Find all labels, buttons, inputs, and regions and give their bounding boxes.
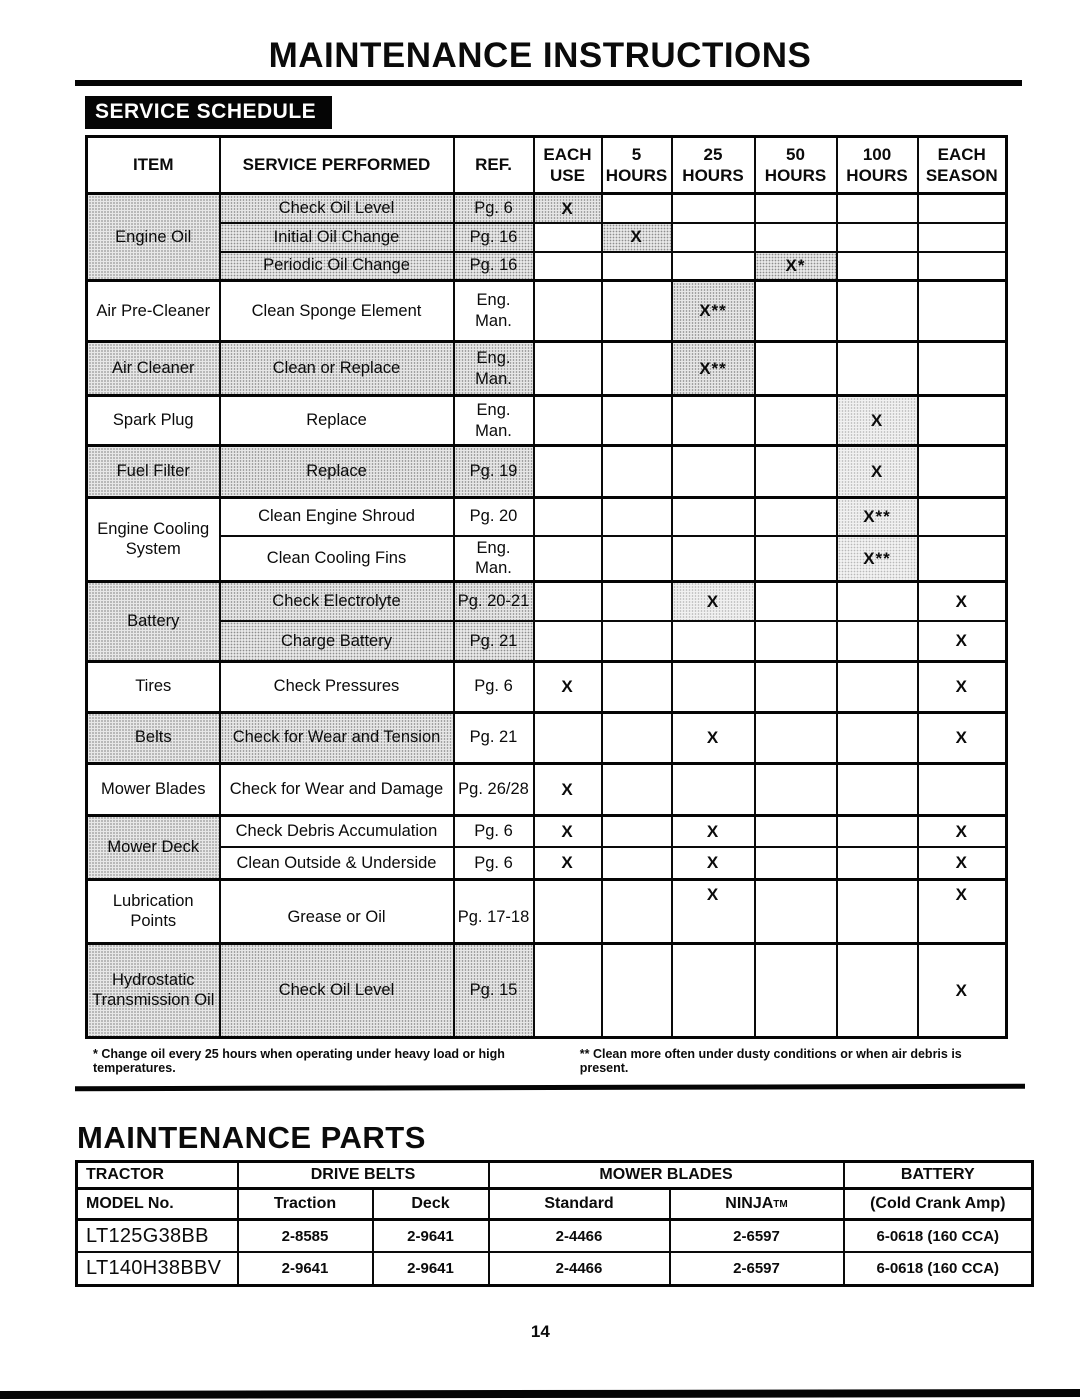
parts-row-lt125g38bb bbox=[77, 1219, 1033, 1252]
model-cell: LT140H38BBV bbox=[77, 1252, 238, 1285]
item-cell-tires: Tires bbox=[87, 661, 220, 712]
parts-body bbox=[77, 1219, 1033, 1285]
ref-cell: Eng. Man. bbox=[454, 342, 534, 396]
parts-row-lt140h38bbv bbox=[77, 1252, 1033, 1285]
part-number-cell: 2-9641 bbox=[373, 1252, 489, 1285]
title-underline bbox=[75, 80, 1022, 86]
mark-cell-each-use bbox=[534, 943, 602, 1037]
mark-cell-h50 bbox=[755, 847, 837, 879]
schedule-row-mower-deck-2 bbox=[87, 847, 1007, 879]
mark-cell-each-use bbox=[534, 879, 602, 943]
mark-cell-h25 bbox=[672, 621, 755, 661]
parts-group-header-tractor: TRACTOR bbox=[77, 1161, 238, 1188]
service-cell: Grease or Oil bbox=[220, 879, 454, 943]
service-cell: Check Debris Accumulation bbox=[220, 815, 454, 847]
mark-cell-season bbox=[918, 536, 1007, 582]
parts-col-header-model-no: MODEL No. bbox=[77, 1188, 238, 1219]
mark-cell-h5 bbox=[602, 879, 672, 943]
mark-cell-season bbox=[918, 252, 1007, 281]
schedule-row-engine-oil-3 bbox=[87, 252, 1007, 281]
schedule-row-belts bbox=[87, 712, 1007, 763]
mark-cell-h25 bbox=[672, 446, 755, 498]
mark-cell-h100: X** bbox=[837, 536, 918, 582]
mark-cell-each-use bbox=[534, 712, 602, 763]
service-cell: Clean Outside & Underside bbox=[220, 847, 454, 879]
mark-cell-h50 bbox=[755, 815, 837, 847]
mark-cell-h25 bbox=[672, 498, 755, 536]
parts-header bbox=[77, 1161, 1033, 1219]
part-number-cell: 6-0618 (160 CCA) bbox=[844, 1219, 1033, 1252]
mark-cell-h25 bbox=[672, 252, 755, 281]
service-cell: Clean Engine Shroud bbox=[220, 498, 454, 536]
mark-cell-season: X bbox=[918, 581, 1007, 621]
maintenance-parts-title: MAINTENANCE PARTS bbox=[77, 1119, 426, 1155]
mark-cell-h50 bbox=[755, 281, 837, 342]
schedule-header-item: ITEM bbox=[87, 137, 220, 194]
item-cell-engine-oil: Engine Oil bbox=[87, 194, 220, 281]
parts-group-header-row bbox=[77, 1161, 1033, 1188]
service-cell: Check for Wear and Damage bbox=[220, 763, 454, 815]
schedule-row-engine-oil-2 bbox=[87, 223, 1007, 252]
mark-cell-h25: X** bbox=[672, 281, 755, 342]
service-cell: Check Oil Level bbox=[220, 194, 454, 223]
item-cell-lubrication-points: Lubrication Points bbox=[87, 879, 220, 943]
mark-cell-each-use bbox=[534, 281, 602, 342]
mark-cell-h50 bbox=[755, 763, 837, 815]
mark-cell-h50 bbox=[755, 446, 837, 498]
mark-cell-each-use bbox=[534, 498, 602, 536]
schedule-header-service-performed: SERVICE PERFORMED bbox=[220, 137, 454, 194]
ref-cell: Pg. 17-18 bbox=[454, 879, 534, 943]
mark-cell-h5 bbox=[602, 815, 672, 847]
parts-col-header-traction: Traction bbox=[238, 1188, 373, 1219]
mark-cell-season bbox=[918, 446, 1007, 498]
parts-col-header-deck: Deck bbox=[373, 1188, 489, 1219]
parts-col-header-ninja: NINJATM bbox=[670, 1188, 844, 1219]
part-number-cell: 2-9641 bbox=[373, 1219, 489, 1252]
ref-cell: Pg. 21 bbox=[454, 712, 534, 763]
mark-cell-each-use bbox=[534, 446, 602, 498]
schedule-row-lubrication-points bbox=[87, 879, 1007, 943]
parts-col-header-cold-crank-amp: (Cold Crank Amp) bbox=[844, 1188, 1033, 1219]
ref-cell: Pg. 6 bbox=[454, 661, 534, 712]
mark-cell-h5 bbox=[602, 712, 672, 763]
service-cell: Charge Battery bbox=[220, 621, 454, 661]
mark-cell-h100 bbox=[837, 194, 918, 223]
footnote-clean-often: ** Clean more often under dusty conditions or when air debris is present. bbox=[579, 1046, 962, 1075]
service-cell: Check Oil Level bbox=[220, 943, 454, 1037]
mark-cell-h100 bbox=[837, 342, 918, 396]
mark-cell-season: X bbox=[918, 815, 1007, 847]
service-cell: Check Pressures bbox=[220, 661, 454, 712]
mark-cell-h25 bbox=[672, 943, 755, 1037]
mark-cell-h25: X** bbox=[672, 342, 755, 396]
mark-cell-season bbox=[918, 763, 1007, 815]
mark-cell-season bbox=[918, 342, 1007, 396]
mark-cell-each-use: X bbox=[534, 847, 602, 879]
schedule-row-engine-cooling-system-1 bbox=[87, 498, 1007, 536]
ref-cell: Pg. 20-21 bbox=[454, 581, 534, 621]
part-number-cell: 2-6597 bbox=[670, 1252, 844, 1285]
model-cell: LT125G38BB bbox=[77, 1219, 238, 1252]
mark-cell-h100 bbox=[837, 581, 918, 621]
mark-cell-h50 bbox=[755, 879, 837, 943]
item-cell-mower-blades: Mower Blades bbox=[87, 763, 220, 815]
schedule-row-hydrostatic-transmission-oil bbox=[87, 943, 1007, 1037]
footnote-oil-change: * Change oil every 25 hours when operating under heavy load or high temperatures. bbox=[93, 1046, 505, 1075]
mark-cell-h25: X bbox=[672, 815, 755, 847]
mark-cell-h50 bbox=[755, 621, 837, 661]
mark-cell-h5 bbox=[602, 396, 672, 446]
mark-cell-season bbox=[918, 194, 1007, 223]
mark-cell-h5 bbox=[602, 536, 672, 582]
mark-cell-h5 bbox=[602, 621, 672, 661]
mark-cell-h50: X* bbox=[755, 252, 837, 281]
mark-cell-h5 bbox=[602, 446, 672, 498]
service-cell: Periodic Oil Change bbox=[220, 252, 454, 281]
mark-cell-h5 bbox=[602, 498, 672, 536]
schedule-row-tires bbox=[87, 661, 1007, 712]
schedule-row-fuel-filter bbox=[87, 446, 1007, 498]
mark-cell-season: X bbox=[918, 661, 1007, 712]
ref-cell: Pg. 6 bbox=[454, 847, 534, 879]
mark-cell-h25 bbox=[672, 194, 755, 223]
schedule-row-battery-2 bbox=[87, 621, 1007, 661]
schedule-row-mower-blades bbox=[87, 763, 1007, 815]
mark-cell-h50 bbox=[755, 342, 837, 396]
mark-cell-h50 bbox=[755, 536, 837, 582]
mark-cell-each-use bbox=[534, 536, 602, 582]
mark-cell-h5 bbox=[602, 342, 672, 396]
mark-cell-h5 bbox=[602, 281, 672, 342]
mark-cell-each-use bbox=[534, 621, 602, 661]
mark-cell-h100 bbox=[837, 281, 918, 342]
part-number-cell: 6-0618 (160 CCA) bbox=[844, 1252, 1033, 1285]
schedule-header-5-hours: 5 HOURS bbox=[602, 137, 672, 194]
parts-col-header-standard: Standard bbox=[489, 1188, 670, 1219]
part-number-cell: 2-9641 bbox=[238, 1252, 373, 1285]
item-cell-air-cleaner: Air Cleaner bbox=[87, 342, 220, 396]
parts-col-header-row bbox=[77, 1188, 1033, 1219]
mark-cell-h25 bbox=[672, 536, 755, 582]
mark-cell-each-use: X bbox=[534, 763, 602, 815]
item-cell-belts: Belts bbox=[87, 712, 220, 763]
service-cell: Initial Oil Change bbox=[220, 223, 454, 252]
part-number-cell: 2-4466 bbox=[489, 1252, 670, 1285]
schedule-row-air-cleaner bbox=[87, 342, 1007, 396]
mark-cell-each-use bbox=[534, 252, 602, 281]
service-cell: Replace bbox=[220, 446, 454, 498]
schedule-header-row bbox=[87, 137, 1007, 194]
mark-cell-h5: X bbox=[602, 223, 672, 252]
mark-cell-h25: X bbox=[672, 581, 755, 621]
schedule-body bbox=[87, 194, 1007, 1038]
service-cell: Check for Wear and Tension bbox=[220, 712, 454, 763]
schedule-header-row bbox=[87, 137, 1007, 194]
item-cell-spark-plug: Spark Plug bbox=[87, 396, 220, 446]
mark-cell-each-use: X bbox=[534, 661, 602, 712]
schedule-row-mower-deck-1 bbox=[87, 815, 1007, 847]
mark-cell-each-use bbox=[534, 581, 602, 621]
mark-cell-h25 bbox=[672, 661, 755, 712]
item-cell-mower-deck: Mower Deck bbox=[87, 815, 220, 879]
mark-cell-season bbox=[918, 223, 1007, 252]
mark-cell-h5 bbox=[602, 847, 672, 879]
mark-cell-season bbox=[918, 281, 1007, 342]
page-title: MAINTENANCE INSTRUCTIONS bbox=[268, 36, 812, 75]
schedule-header-each-season: EACH SEASON bbox=[918, 137, 1007, 194]
service-schedule-label: SERVICE SCHEDULE bbox=[85, 96, 332, 129]
mark-cell-h50 bbox=[755, 498, 837, 536]
mark-cell-h25 bbox=[672, 396, 755, 446]
mark-cell-each-use: X bbox=[534, 194, 602, 223]
item-cell-fuel-filter: Fuel Filter bbox=[87, 446, 220, 498]
mark-cell-each-use bbox=[534, 342, 602, 396]
service-schedule-table bbox=[85, 135, 1008, 1039]
part-number-cell: 2-4466 bbox=[489, 1219, 670, 1252]
mark-cell-each-use: X bbox=[534, 815, 602, 847]
mark-cell-h5 bbox=[602, 252, 672, 281]
page-number: 14 bbox=[530, 1322, 550, 1341]
mark-cell-each-use bbox=[534, 223, 602, 252]
mark-cell-h5 bbox=[602, 763, 672, 815]
item-cell-air-pre-cleaner: Air Pre-Cleaner bbox=[87, 281, 220, 342]
schedule-row-battery-1 bbox=[87, 581, 1007, 621]
mark-cell-h50 bbox=[755, 194, 837, 223]
ref-cell: Pg. 15 bbox=[454, 943, 534, 1037]
maintenance-parts-table bbox=[75, 1160, 1034, 1287]
mark-cell-h100 bbox=[837, 223, 918, 252]
mark-cell-h100: X bbox=[837, 396, 918, 446]
schedule-row-spark-plug bbox=[87, 396, 1007, 446]
part-number-cell: 2-6597 bbox=[670, 1219, 844, 1252]
mark-cell-h100 bbox=[837, 621, 918, 661]
mark-cell-h100 bbox=[837, 661, 918, 712]
ref-cell: Eng. Man. bbox=[454, 396, 534, 446]
ref-cell: Pg. 19 bbox=[454, 446, 534, 498]
mark-cell-h100 bbox=[837, 252, 918, 281]
bottom-scan-bar bbox=[0, 1389, 1080, 1399]
mark-cell-season: X bbox=[918, 943, 1007, 1037]
mark-cell-season: X bbox=[918, 621, 1007, 661]
parts-group-header-drive-belts: DRIVE BELTS bbox=[238, 1161, 489, 1188]
mark-cell-h100 bbox=[837, 712, 918, 763]
item-cell-battery: Battery bbox=[87, 581, 220, 661]
mark-cell-h5 bbox=[602, 943, 672, 1037]
mark-cell-h100: X** bbox=[837, 498, 918, 536]
schedule-row-engine-cooling-system-2 bbox=[87, 536, 1007, 582]
mark-cell-h100 bbox=[837, 879, 918, 943]
footnotes bbox=[93, 1047, 1004, 1075]
mark-cell-h50 bbox=[755, 661, 837, 712]
schedule-header-each-use: EACH USE bbox=[534, 137, 602, 194]
mark-cell-each-use bbox=[534, 396, 602, 446]
schedule-row-air-pre-cleaner bbox=[87, 281, 1007, 342]
section-divider-rule bbox=[75, 1084, 1025, 1091]
mark-cell-h100: X bbox=[837, 446, 918, 498]
mark-cell-h50 bbox=[755, 396, 837, 446]
mark-cell-h100 bbox=[837, 763, 918, 815]
ref-cell: Pg. 26/28 bbox=[454, 763, 534, 815]
mark-cell-h100 bbox=[837, 815, 918, 847]
service-cell: Replace bbox=[220, 396, 454, 446]
mark-cell-h5 bbox=[602, 581, 672, 621]
mark-cell-h100 bbox=[837, 847, 918, 879]
ref-cell: Pg. 16 bbox=[454, 252, 534, 281]
schedule-header-ref: REF. bbox=[454, 137, 534, 194]
mark-cell-h5 bbox=[602, 194, 672, 223]
ref-cell: Eng. Man. bbox=[454, 281, 534, 342]
mark-cell-h25 bbox=[672, 223, 755, 252]
schedule-header-25-hours: 25 HOURS bbox=[672, 137, 755, 194]
mark-cell-h50 bbox=[755, 712, 837, 763]
service-cell: Clean Cooling Fins bbox=[220, 536, 454, 582]
ref-cell: Eng. Man. bbox=[454, 536, 534, 582]
mark-cell-season: X bbox=[918, 847, 1007, 879]
service-cell: Clean Sponge Element bbox=[220, 281, 454, 342]
parts-group-header-battery: BATTERY bbox=[844, 1161, 1033, 1188]
ref-cell: Pg. 20 bbox=[454, 498, 534, 536]
part-number-cell: 2-8585 bbox=[238, 1219, 373, 1252]
mark-cell-h50 bbox=[755, 581, 837, 621]
mark-cell-h25 bbox=[672, 763, 755, 815]
ref-cell: Pg. 6 bbox=[454, 194, 534, 223]
trademark-suffix: TM bbox=[773, 1198, 788, 1210]
mark-cell-season: X bbox=[918, 712, 1007, 763]
ref-cell: Pg. 16 bbox=[454, 223, 534, 252]
mark-cell-h50 bbox=[755, 943, 837, 1037]
schedule-row-engine-oil-1 bbox=[87, 194, 1007, 223]
service-cell: Check Electrolyte bbox=[220, 581, 454, 621]
mark-cell-h5 bbox=[602, 661, 672, 712]
mark-cell-h100 bbox=[837, 943, 918, 1037]
mark-cell-h25: X bbox=[672, 879, 755, 943]
service-cell: Clean or Replace bbox=[220, 342, 454, 396]
mark-cell-h25: X bbox=[672, 712, 755, 763]
mark-cell-season bbox=[918, 498, 1007, 536]
mark-cell-h25: X bbox=[672, 847, 755, 879]
ref-cell: Pg. 21 bbox=[454, 621, 534, 661]
mark-cell-season bbox=[918, 396, 1007, 446]
mark-cell-h50 bbox=[755, 223, 837, 252]
item-cell-engine-cooling-system: Engine Cooling System bbox=[87, 498, 220, 582]
ref-cell: Pg. 6 bbox=[454, 815, 534, 847]
schedule-header-100-hours: 100 HOURS bbox=[837, 137, 918, 194]
parts-group-header-mower-blades: MOWER BLADES bbox=[489, 1161, 844, 1188]
item-cell-hydrostatic-transmission-oil: Hydrostatic Transmission Oil bbox=[87, 943, 220, 1037]
schedule-header-50-hours: 50 HOURS bbox=[755, 137, 837, 194]
mark-cell-season: X bbox=[918, 879, 1007, 943]
